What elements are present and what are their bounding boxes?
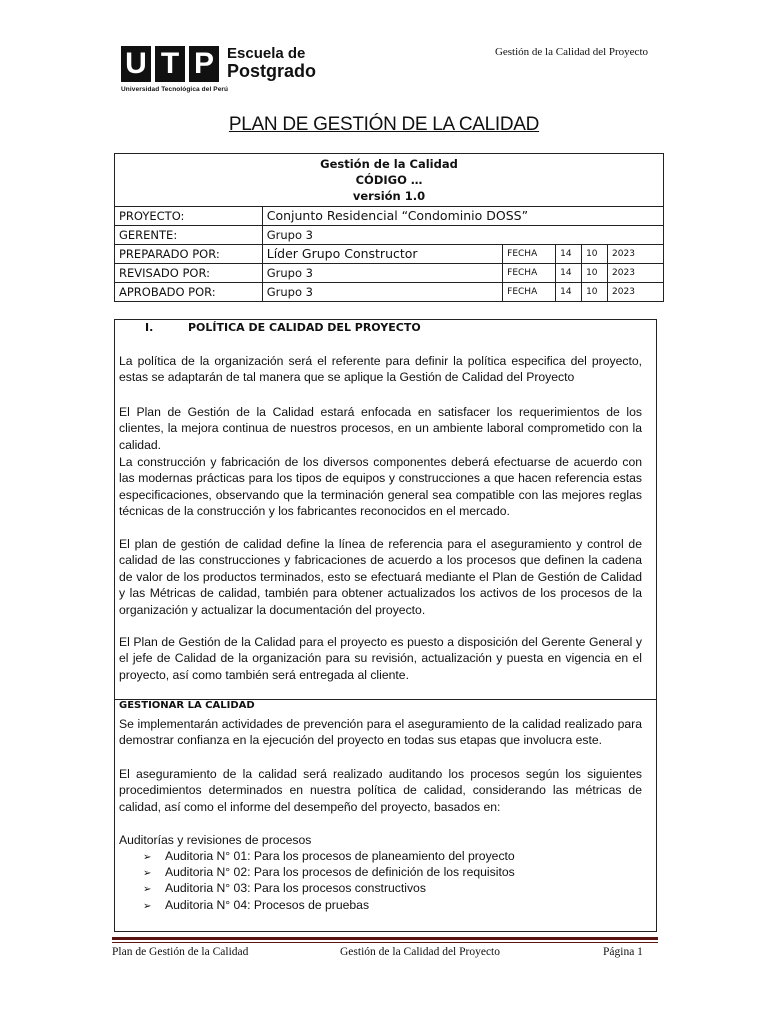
list-item: ➢ Auditoria N° 03: Para los procesos constructivos (143, 880, 426, 898)
table-header (115, 154, 664, 207)
table-row (115, 283, 664, 302)
document-info-table (114, 153, 664, 302)
fecha-day: 14 (556, 264, 582, 283)
row-label: REVISADO POR: (115, 264, 263, 283)
section-2-paragraph: El aseguramiento de la calidad será realizado auditando los procesos según los siguientes procedimientos determinados en nuestra política de calidad, considerando las métricas de calidad, así como el informe del desempeño del proyecto, basados en: (119, 767, 642, 814)
table-row (115, 207, 664, 226)
row-value: Líder Grupo Constructor (262, 245, 502, 264)
logo-line-1: Escuela de (227, 45, 306, 62)
row-label: PROYECTO: (115, 207, 263, 226)
fecha-day: 14 (556, 283, 582, 302)
row-label: APROBADO POR: (115, 283, 263, 302)
arrow-bullet-icon: ➢ (143, 868, 152, 879)
row-value: Conjunto Residencial “Condominio DOSS” (262, 207, 663, 226)
fecha-year: 2023 (608, 283, 664, 302)
section-1-paragraph: El Plan de Gestión de la Calidad estará enfocada en satisfacer los requerimientos de los clientes, la mejora continua de nuestros procesos, en un ambiente laboral comprometido con la calidad. (119, 405, 642, 452)
table-row (115, 226, 664, 245)
fecha-month: 10 (582, 283, 608, 302)
section-2-title: GESTIONAR LA CALIDAD (119, 700, 255, 711)
utp-logo (121, 46, 316, 82)
list-item: ➢ Auditoria N° 02: Para los procesos de definición de los requisitos (143, 864, 515, 882)
table-row (115, 264, 664, 283)
section-1-title: POLÍTICA DE CALIDAD DEL PROYECTO (188, 321, 421, 334)
logo-subtitle: Universidad Tecnológica del Perú (121, 86, 229, 93)
row-value: Grupo 3 (262, 264, 502, 283)
table-header-line-2: CÓDIGO … (355, 173, 423, 187)
logo-letter-p: P (189, 46, 219, 82)
fecha-day: 14 (556, 245, 582, 264)
section-1-paragraph: El plan de gestión de calidad define la línea de referencia para el aseguramiento y control de calidad de las construcciones y fabricaciones de acuerdo a los procesos que definen la cadena de valor de los productos terminados, esto se efectuará mediante el Plan de Gestión de Calidad y las Métricas de calidad, también para obtener actualizados los activos de los procesos de la organización y actualizar la documentación del proyecto. (119, 537, 642, 617)
fecha-label: FECHA (503, 283, 556, 302)
page-number: Página 1 (603, 946, 643, 958)
logo-line-2: Postgrado (227, 61, 317, 81)
section-1-number: I. (145, 321, 154, 334)
footer-rule-thick (112, 937, 658, 940)
section-1-paragraph: La política de la organización será el referente para definir la política especifica del proyecto, estas se adaptarán de tal manera que se aplique la Gestión de Calidad del Proyecto (119, 354, 642, 385)
list-intro: Auditorías y revisiones de procesos (119, 833, 312, 847)
row-value: Grupo 3 (262, 226, 663, 245)
section-1-paragraph: El Plan de Gestión de la Calidad para el proyecto es puesto a disposición del Gerente General y el jefe de Calidad de la organización para su revisión, actualización y puesta en vigencia en el proyecto, así como también será entregada al cliente. (119, 635, 642, 682)
fecha-year: 2023 (608, 264, 664, 283)
footer-center: Gestión de la Calidad del Proyecto (340, 946, 501, 958)
fecha-month: 10 (582, 264, 608, 283)
logo-letter-t: T (155, 46, 185, 82)
list-item: ➢ Auditoria N° 04: Procesos de pruebas (143, 897, 369, 915)
list-item: ➢ Auditoria N° 01: Para los procesos de planeamiento del proyecto (143, 848, 515, 866)
section-1-paragraph: La construcción y fabricación de los diversos componentes deberá efectuarse de acuerdo con las modernas prácticas para los tipos de equipos y construcciones a que hacen referencia estas especificaciones, observando que la terminación general sea compatible con las mejores reglas técnicas de la construcción y los fabricantes reconocidos en el mercado. (119, 455, 642, 519)
fecha-year: 2023 (608, 245, 664, 264)
table-header-line-3: versión 1.0 (352, 189, 426, 203)
logo-letter-u: U (121, 46, 151, 82)
row-label: GERENTE: (115, 226, 263, 245)
row-label: PREPARADO POR: (115, 245, 263, 264)
header-right-text: Gestión de la Calidad del Proyecto (494, 46, 648, 58)
row-value: Grupo 3 (262, 283, 502, 302)
arrow-bullet-icon: ➢ (143, 901, 152, 912)
page-title: PLAN DE GESTIÓN DE LA CALIDAD (228, 114, 540, 135)
fecha-label: FECHA (503, 264, 556, 283)
section-2-paragraph: Se implementarán actividades de prevención para el aseguramiento de la calidad realizado para demostrar confianza en la ejecución del proyecto en todas sus etapas que involucra este. (119, 717, 642, 748)
footer-rule-thin (112, 942, 658, 943)
arrow-bullet-icon: ➢ (143, 852, 152, 863)
arrow-bullet-icon: ➢ (143, 884, 152, 895)
table-header-line-1: Gestión de la Calidad (320, 157, 458, 171)
fecha-month: 10 (582, 245, 608, 264)
fecha-label: FECHA (503, 245, 556, 264)
table-row (115, 245, 664, 264)
footer-left: Plan de Gestión de la Calidad (112, 946, 249, 958)
